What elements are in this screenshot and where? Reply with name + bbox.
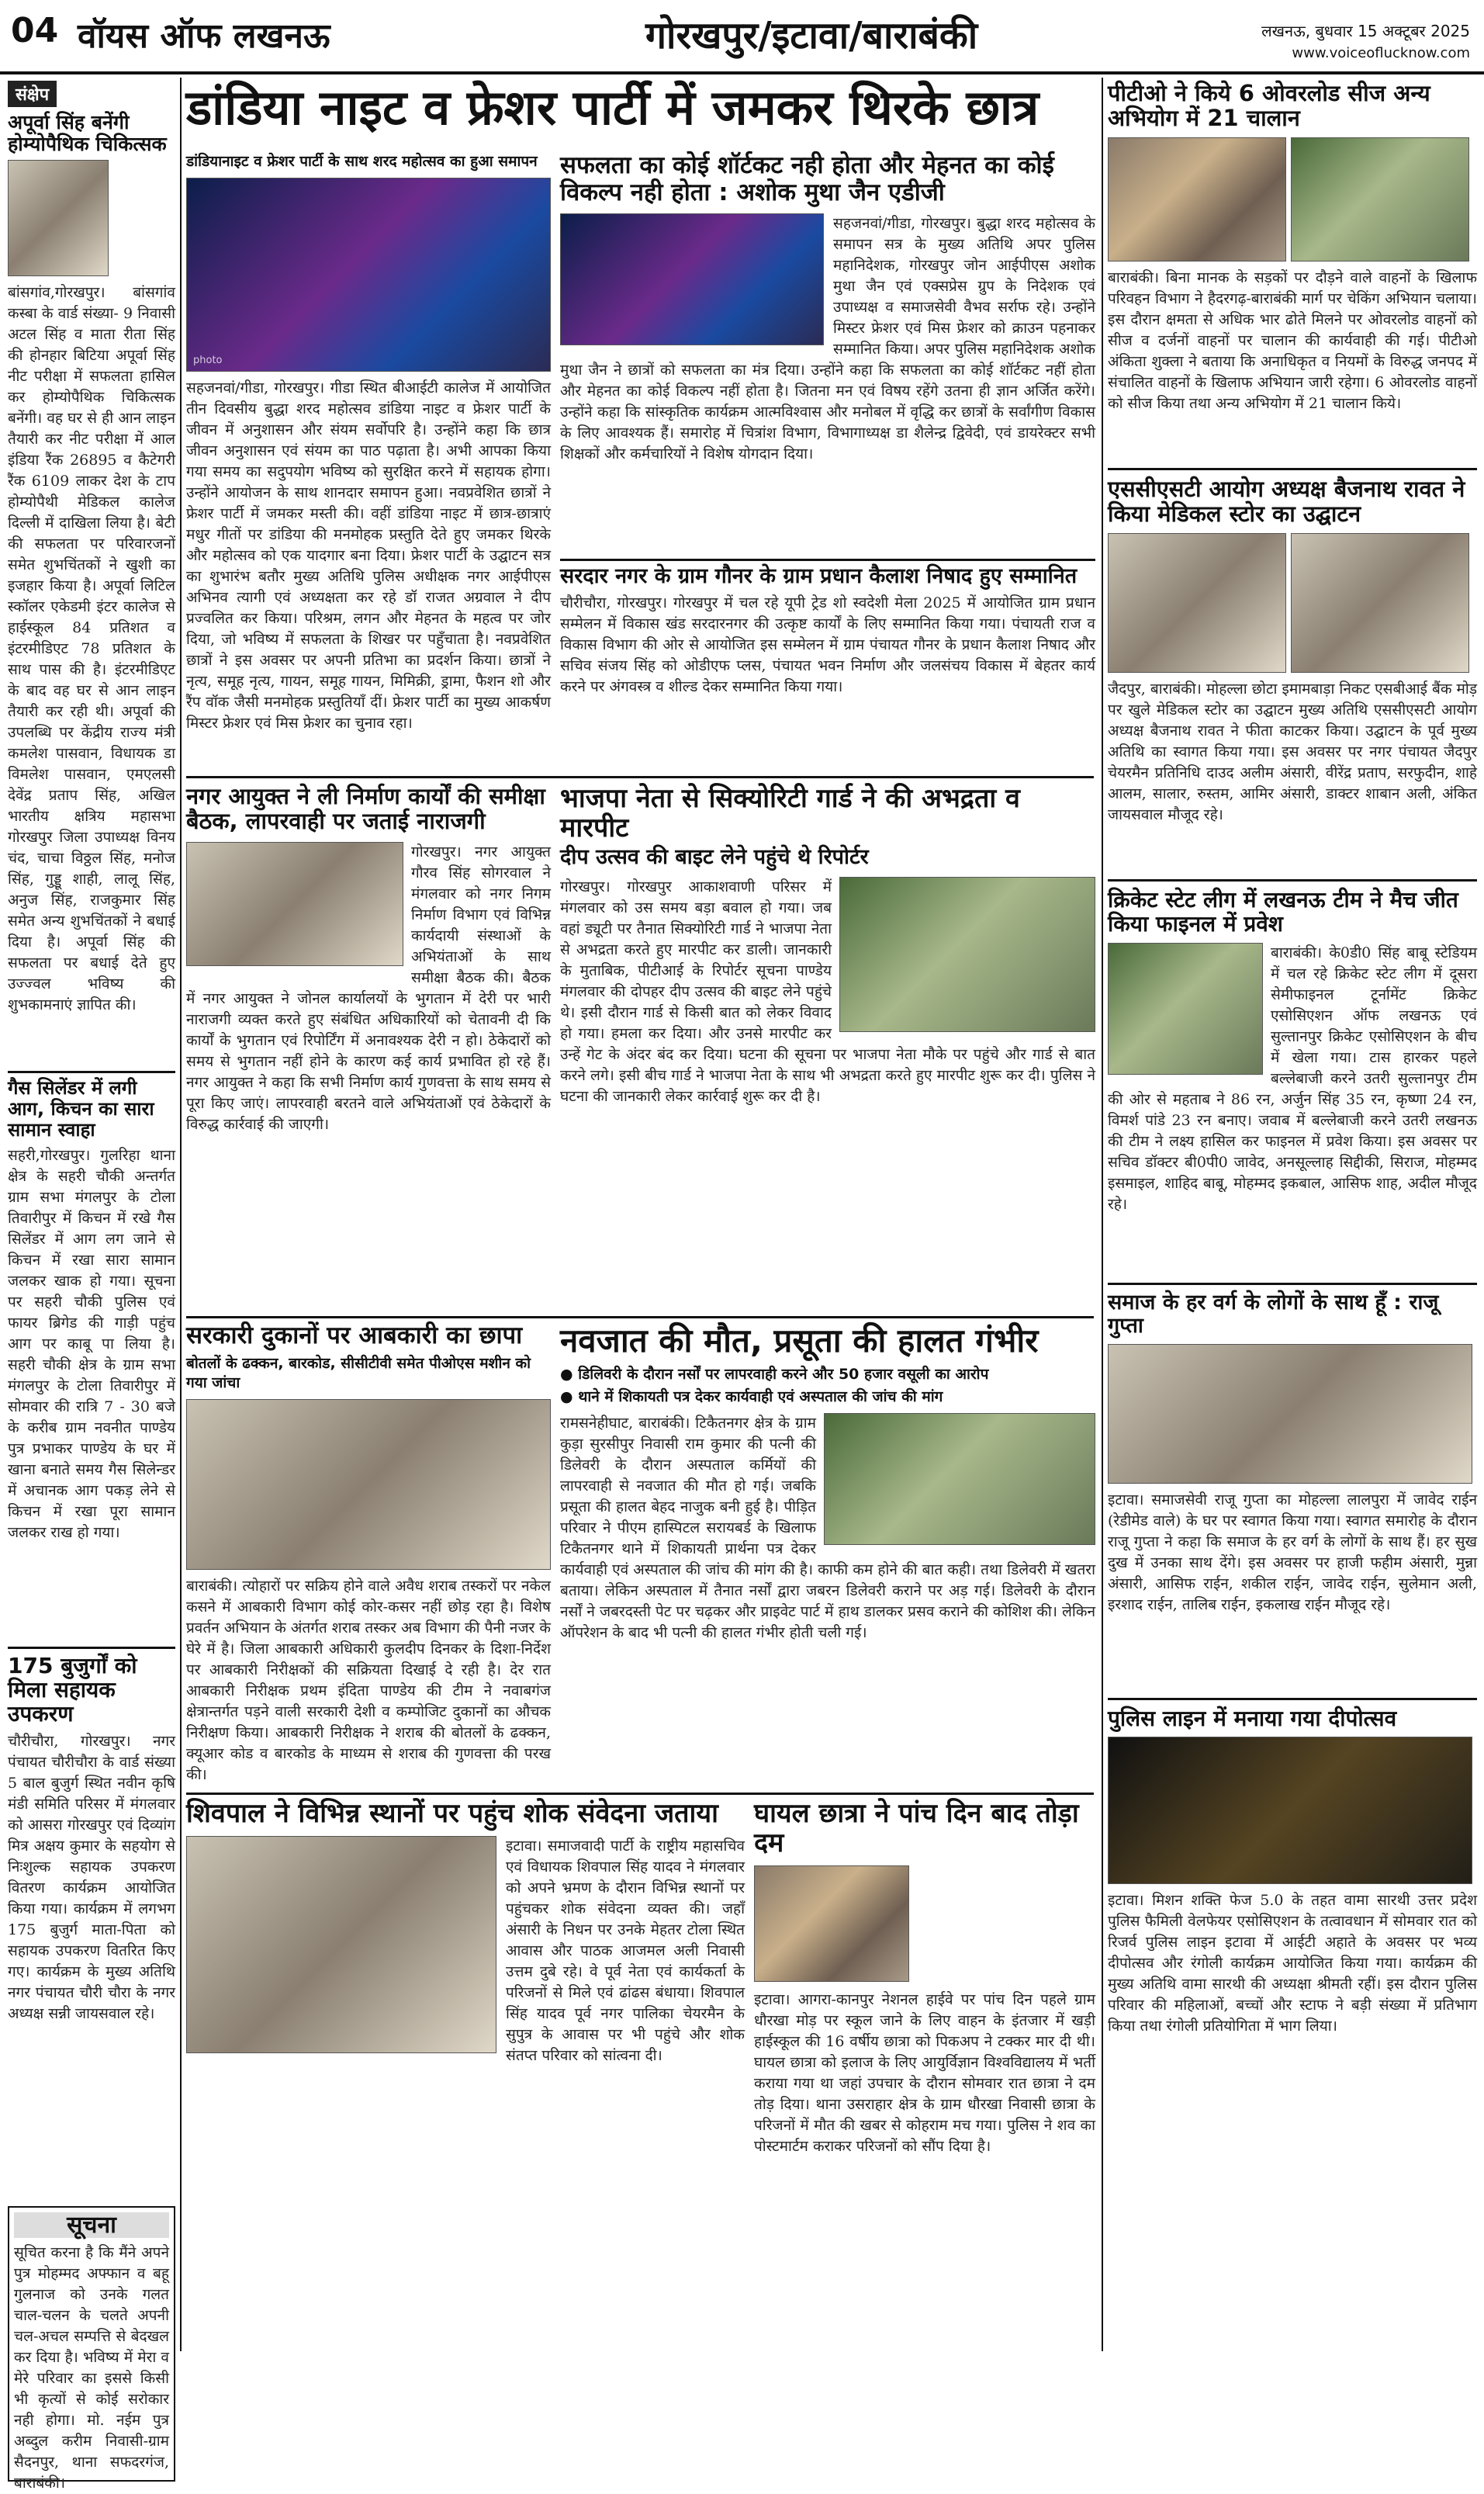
story-body: इटावा। समाजसेवी राजू गुप्ता का मोहल्ला लालपुरा में जावेद राईन (रेडीमेड वाले) के घर पर स्वागत किया गया। स्वागत समारोह के दौरान राजू गुप्ता ने कहा कि समाज के हर वर्ग के लोगों के साथ हैं। हर सुख दुख में उनका साथ देंगे। इस अवसर पर हाजी फहीम अंसारी, मुन्ना अंसारी, आसिफ राईन, शकील राईन, जावेद राईन, सुलेमान अली, इरशाद राईन, तालिब राईन, इकलाख राईन मौजूद रहे। <box>1108 1491 1477 1614</box>
left-column <box>8 81 175 2492</box>
bjp-story <box>560 784 1095 1311</box>
story-body: सहजनवां/गीडा, गोरखपुर। बुद्धा शरद महोत्सव के समापन सत्र के मुख्य अतिथि अपर पुलिस महानिदेशक, गोरखपुर जोन आईपीएस अशोक मुथा जैन एवं एक्सप्रेस ग्रुप के निदेशक एवं उपाध्यक्ष व समाजसेवी वैभव सर्राफ रहे। उन्होंने मिस्टर फ्रेशर एवं मिस फ्रेशर को क्राउन पहनाकर सम्मानित किया। अपर पुलिस महानिदेशक अशोक मुथा जैन ने छात्रों को सफलता का मंत्र दिया। उन्होंने कहा कि सफलता का कोई शॉर्टकट नहीं होता और मेहनत का कोई विकल्प नहीं होता है। जितना मन एवं विषय रहेंगे उतना ही ज्ञान अर्जित करेंगे। उन्होंने कहा कि सांस्कृतिक कार्यक्रम आत्मविश्वास और मनोबल में वृद्धि कर छात्रों के सर्वांगीण विकास के लिए आवश्यक हैं। समारोह में चित्रांश विभाग, विभागाध्यक्ष डा शैलेन्द्र द्विवेदी, एवं डायरेक्टर सभी शिक्षकों और कर्मचारियों ने विशेष योगदान दिया। <box>560 215 1095 463</box>
samaj-photo <box>1108 1344 1472 1484</box>
story-title: पीटीओ ने किये 6 ओवरलोड सीज अन्य अभियोग में 21 चालान <box>1108 80 1430 132</box>
city-strip: गोरखपुर/इटावा/बाराबंकी <box>645 14 978 57</box>
story-title: क्रिकेट स्टेट लीग में लखनऊ टीम ने मैच जीत किया फाइनल में प्रवेश <box>1108 886 1458 937</box>
liquor-shop-photo <box>186 1399 551 1570</box>
column-rule <box>180 78 182 2351</box>
shop-photo <box>1291 533 1469 673</box>
page-number: 04 <box>11 11 59 50</box>
kailash-story <box>560 565 1095 774</box>
story-title: घायल छात्रा ने पांच दिन बाद तोड़ा दम <box>754 1798 1079 1859</box>
truck-photo <box>1291 137 1469 262</box>
portrait-photo <box>8 160 109 276</box>
story-title: शिवपाल ने विभिन्न स्थानों पर पहुंच शोक संवेदना जताया <box>186 1798 718 1829</box>
story-bullet: ● डिलिवरी के दौरान नर्सों पर लापरवाही करने और 50 हजार वसूली का आरोप <box>560 1365 1095 1384</box>
meeting-photo <box>186 842 403 966</box>
story-title: समाज के हर वर्ग के लोगों के साथ हूँ : राजू गुप्ता <box>1108 1290 1439 1338</box>
deepotsav-photo <box>1108 1737 1472 1884</box>
truck-photo <box>1108 137 1286 262</box>
chhatra-story <box>754 1799 1095 2347</box>
story-subhead: डांडियानाइट व फ्रेशर पार्टी के साथ शरद महोत्सव का हुआ समापन <box>186 153 538 170</box>
story-body: बाराबंकी। बिना मानक के सड़कों पर दौड़ने वाले वाहनों के खिलाफ परिवहन विभाग ने हैदरगढ़-बाराबंकी मार्ग पर चेकिंग अभियान चलाया। इस दौरान क्षमता से अधिक भार ढोते मिलने पर ओवरलोड वाहनों को सीज व दर्जनों वाहनों पर चालान की कार्यवाही की गई। पीटीओ अंकिता शुक्ला ने बताया कि अनाधिकृत व नियमों के विरुद्ध जनपद में संचालित वाहनों के खिलाफ अभियान जारी रहेगा। 6 ओवरलोड वाहनों को सीज किया तथा अन्य अभियोग में 21 चालान किये। <box>1108 268 1477 412</box>
nagar-story <box>186 784 551 1311</box>
condolence-photo <box>186 1836 496 2053</box>
website: www.voiceoflucknow.com <box>1292 45 1470 61</box>
brief-kicker: संक्षेप <box>8 81 57 107</box>
story-title: सरदार नगर के ग्राम गौनर के ग्राम प्रधान कैलाश निषाद हुए सम्मानित <box>560 564 1078 588</box>
story-title: पुलिस लाइन में मनाया गया दीपोत्सव <box>1108 1706 1397 1732</box>
hospital-photo <box>824 1413 1095 1545</box>
right-column <box>1108 81 1477 2347</box>
stage-photo <box>560 213 824 345</box>
story-body: जैदपुर, बाराबंकी। मोहल्ला छोटा इमामबाड़ा निकट एसबीआई बैंक मोड़ पर खुले मेडिकल स्टोर का उद्घाटन मुख्य अतिथि एससीएसटी आयोग अध्यक्ष बैजनाथ रावत ने फीता काटकर किया। उद्घाटन के पूर्व मुख्य अतिथि का स्वागत किया गया। इस अवसर पर नगर पंचायत जैदपुर चेयरमैन प्रतिनिधि दाउद अलीम अंसारी, वीरेंद्र प्रताप, सरफुदीन, शाहे आलम, सालार, रुस्तम, आमिर अंसारी, डाक्टर शाबान अली, अंकित जायसवाल मौजूद रहे। <box>1108 680 1477 823</box>
notice-title: सूचना <box>14 2212 169 2239</box>
student-photo <box>754 1865 909 1982</box>
notice-body: सूचित करना है कि मैंने अपने पुत्र मोहम्मद अफ्फान व बहू गुलनाज को उनके गलत चाल-चलन के चलते अपनी चल-अचल सम्पत्ति से बेदखल कर दिया है। भविष्य में मेरा व मेरे परिवार का इससे किसी भी कृत्यों से कोई सरोकार नही होगा। मो. नईम पुत्र अब्दुल करीम निवासी-ग्राम सैदनपुर, थाना सफदरगंज, बाराबंकी। <box>14 2244 169 2492</box>
story-body: गोरखपुर। नगर आयुक्त गौरव सिंह सोगरवाल ने मंगलवार को नगर निगम निर्माण विभाग एवं विभिन्न कार्यदायी संस्थाओं के अभियंताओं के साथ समीक्षा बैठक की। बैठक में नगर आयुक्त ने जोनल कार्यालयों के भुगतान में देरी पर भारी नाराजगी व्यक्त करते हुए संबंधित अधिकारियों को चेतावनी दी कि कार्यों के भुगतान एवं रिपोर्टिंग में अनावश्यक देरी न हो। ठेकेदारों को समय से भुगतान नहीं होने के कारण कई कार्य प्रभावित हो रहे हैं। नगर आयुक्त ने कहा कि सभी निर्माण कार्य गुणवत्ता के साथ समय से पूरा किए जाएं। लापरवाही बरतने वाले अभियंताओं एवं ठेकेदारों के विरुद्ध कार्रवाई की जाएगी। <box>186 843 551 1133</box>
issue-date: लखनऊ, बुधवार 15 अक्टूबर 2025 <box>1261 22 1470 40</box>
dandiya-story <box>186 152 551 796</box>
crowd-photo <box>839 877 1095 1032</box>
dandiya-photo: photo <box>186 178 551 372</box>
navjaat-story <box>560 1322 1095 1788</box>
story-body: सहरी,गोरखपुर। गुलरिहा थाना क्षेत्र के सहरी चौकी अन्तर्गत ग्राम सभा मंगलपुर के टोला तिवारीपुर में किचन में रखे गैस सिलेंडर में आग लग जाने से किचन में रखा सारा सामान जलकर खाक हो गया। सूचना पर सहरी चौकी पुलिस एवं फायर ब्रिगेड की गाड़ी पहुंच आग पर काबू पा लिया है। सहरी चौकी क्षेत्र के ग्राम सभा मंगलपुर के टोला तिवारीपुर में सोमवार की रात्रि 7 - 30 बजे के करीब ग्राम नवनीत पाण्डेय पुत्र प्रभाकर पाण्डेय के घर में खाना बनाते समय गैस सिलेन्डर में अचानक आग पकड़ लेने से किचन में रखा पूरा सामान जलकर राख हो गया। <box>8 1146 175 1541</box>
shivpal-story <box>186 1799 745 2347</box>
story-title: नगर आयुक्त ने ली निर्माण कार्यों की समीक्षा बैठक, लापरवाही पर जताई नाराजगी <box>186 783 545 835</box>
story-body: बांसगांव,गोरखपुर। बांसगांव कस्बा के वार्ड संख्या- 9 निवासी अटल सिंह व माता रीता सिंह की होनहार बिटिया अपूर्वा सिंह नीट परीक्षा में सफलता हासिल कर होम्योपैथिक चिकित्सक बनेंगी। वह घर से ही आन लाइन तैयारी कर नीट परीक्षा में आल इंडिया रैंक 26895 व कैटेगरी रैंक 6109 लाकर देश के टाप होम्योपैथी मेडिकल कालेज दिल्ली में दाखिला लिया है। बेटी की सफलता पर परिवारजनों समेत शुभचिंतकों ने खुशी का इजहार किया है। अपूर्वा लिटिल स्कॉलर एकेडमी इंटर कालेज से हाईस्कूल 84 प्रतिशत व इंटरमीडिएट 78 प्रतिशत के साथ पास की है। इंटरमीडिएट के बाद वह घर से आन लाइन तैयारी कर रही थी। अपूर्वा की उपलब्धि पर केंद्रीय राज्य मंत्री कमलेश पासवान, विधायक डा विमलेश पासवान, एमएलसी देवेंद्र प्रताप सिंह, अखिल भारतीय क्षत्रिय महासभा गोरखपुर जिला उपाध्यक्ष विनय चंद, चाचा विठ्ठल सिंह, मनोज सिंह, गुड्डू शाही, लालू सिंह, अनुज सिंह, राजकुमार सिंह समेत अन्य शुभचिंतकों ने बधाई दिया है। अपूर्वा सिंह की सफलता पर बधाई देते हुए उज्ज्वल भविष्य की शुभकामनाएं ज्ञापित की। <box>8 284 175 1013</box>
story-title: गैस सिलेंडर में लगी आग, किचन का सारा सामान स्वाहा <box>8 1077 154 1141</box>
main-banner <box>186 81 1094 147</box>
story-title: एससीएसटी आयोग अध्यक्ष बैजनाथ रावत ने किया मेडिकल स्टोर का उद्घाटन <box>1108 475 1465 528</box>
story-body: इटावा। आगरा-कानपुर नेशनल हाईवे पर पांच दिन पहले ग्राम धौरखा मोड़ पर स्कूल जाने के लिए वाहन के इंतजार में खड़ी हाईस्कूल की 16 वर्षीय छात्रा को पिकअप ने टक्कर मार दी थी। घायल छात्रा को इलाज के लिए आयुर्विज्ञान विश्वविद्यालय में भर्ती कराया गया था जहां उपचार के दौरान सोमवार रात छात्रा ने दम तोड़ दिया। थाना उसराहार क्षेत्र के ग्राम धौरखा निवासी छात्रा के परिजनों में मौत की खबर से कोहराम मच गया। पुलिस ने शव का पोस्टमार्टम कराकर परिजनों को सौंप दिया है। <box>754 1991 1095 2156</box>
masthead <box>0 0 1484 74</box>
story-body: चौरीचौरा, गोरखपुर। नगर पंचायत चौरीचौरा के वार्ड संख्या 5 बाल बुजुर्ग स्थित नवीन कृषि मंडी समिति परिसर में मंगलवार को आसरा गोरखपुर एवं दिव्यांग मित्र अक्षय कुमार के सहयोग से निःशुल्क सहायक उपकरण वितरण कार्यक्रम आयोजित किया गया। कार्यक्रम में लगभग 175 बुजुर्ग माता-पिता को सहायक उपकरण वितरित किए गए। कार्यक्रम के मुख्य अतिथि नगर पंचायत चौरी चौरा के नगर अध्यक्ष सन्नी जायसवाल रहे। <box>8 1732 175 2022</box>
story-title: सरकारी दुकानों पर आबकारी का छापा <box>186 1321 523 1349</box>
story-body: इटावा। समाजवादी पार्टी के राष्ट्रीय महासचिव एवं विधायक शिवपाल सिंह यादव ने मंगलवार को अपने भ्रमण के दौरान विभिन्न स्थानों पर पहुंचकर शोक संवेदना व्यक्त की। जहाँ अंसारी के निधन पर उनके मेहतर टोला स्थित आवास और पाठक आजमल अली निवासी उत्तम दुबे रहे। वे पूर्व नेता एवं कार्यकर्ता के परिजनों से मिले एवं ढांढस बंधाया। शिवपाल सिंह यादव पूर्व नगर पालिका चेयरमैन के सुपुत्र के आवास पर भी पहुंचे और शोक संतप्त परिवार को सांत्वना दी। <box>506 1838 745 2065</box>
story-body: चौरीचौरा, गोरखपुर। गोरखपुर में चल रहे यूपी ट्रेड शो स्वदेशी मेला 2025 में आयोजित ग्राम प्रधान सम्मेलन में विकास खंड सरदारनगर की उत्कृष्ट कार्यों के लिए सम्मानित किया गया। पंचायती राज व विकास विभाग की ओर से आयोजित इस सम्मेलन में ग्राम पंचायत गौनर के प्रधान कैलाश निषाद और सचिव संजय सिंह को ओडीएफ प्लस, पंचायत भवन निर्माण और जलसंचय विकास में बेहतर कार्य करने पर अंगवस्त्र व शील्ड देकर सम्मानित किया गया। <box>560 594 1095 696</box>
story-title: भाजपा नेता से सिक्योरिटी गार्ड ने की अभद्रता व मारपीट <box>560 783 1020 844</box>
main-headline: डांडिया नाइट व फ्रेशर पार्टी में जमकर थिरके छात्र <box>186 79 1039 136</box>
story-subhead: दीप उत्सव की बाइट लेने पहुंचे थे रिपोर्टर <box>560 845 869 870</box>
story-title: 175 बुजुर्गों को मिला सहायक उपकरण <box>8 1652 137 1727</box>
story-subhead: बोतलों के ढक्कन, बारकोड, सीसीटीवी समेत पीओएस मशीन को गया जांचा <box>186 1354 531 1391</box>
story-body: सहजनवां/गीडा, गोरखपुर। गीडा स्थित बीआईटी कालेज में आयोजित तीन दिवसीय बुद्धा शरद महोत्सव डांडिया नाइट व फ्रेशर पार्टी के जीवन में अनुशासन और संयम सर्वोपरि है। उन्होंने कहा कि छात्र जीवन अनुशासन एवं संयम का पाठ पढ़ाता है। अभी आपका किया गया समय का सदुपयोग भविष्य को सुरक्षित करने में सहायक होगा। उन्होंने आयोजन के साथ शानदार समापन हुआ। नवप्रवेशित छात्रों ने फ्रेशर पार्टी में जमकर मस्ती की। वहीं डांडिया नाइट में छात्र-छात्राएं मधुर गीतों पर डांडिया की मनमोहक प्रस्तुति देते हुए जमकर थिरके और महोत्सव को एक यादगार बना दिया। फ्रेशर पार्टी के उद्घाटन सत्र का शुभारंभ बतौर मुख्य अतिथि पुलिस अधीक्षक नगर आईपीएस अभिनव त्यागी एवं अध्यक्षता कर रहे डॉ राजत अग्रवाल ने दीप प्रज्वलित कर किया। परिश्रम, लगन और मेहनत के महत्व पर जोर दिया, जो भविष्य में सफलता के शिखर पर पहुँचाता है। नवप्रवेशित छात्रों ने इस अवसर पर अपनी प्रतिभा का प्रदर्शन किया। छात्रों ने नृत्य, समूह नृत्य, गायन, समूह गायन, मिमिक्री, ड्रामा, फैशन शो और रैंप वॉक जैसी मनमोहक प्रस्तुतियाँ दीं। फ्रेशर पार्टी का मुख्य आकर्षण मिस्टर फ्रेशर एवं मिस फ्रेशर का चुनाव रहा। <box>186 379 551 732</box>
ashok-story <box>560 152 1095 587</box>
story-title: नवजात की मौत, प्रसूता की हालत गंभीर <box>560 1321 1039 1360</box>
cricket-photo <box>1108 943 1263 1075</box>
story-title: अपूर्वा सिंह बनेंगी होम्योपैथिक चिकित्सक <box>8 111 167 155</box>
story-bullet: ● थाने में शिकायती पत्र देकर कार्यवाही एवं अस्पताल की जांच की मांग <box>560 1387 1095 1407</box>
shop-photo <box>1108 533 1286 673</box>
story-body: इटावा। मिशन शक्ति फेज 5.0 के तहत वामा सारथी उत्तर प्रदेश पुलिस फैमिली वेलफेयर एसोसिएशन के तत्वावधान में सोमवार रात को रिजर्व पुलिस लाइन इटावा में आईटी अहाते के अवसर पर भव्य दीपोत्सव और रंगोली कार्यक्रम आयोजित किया गया। कार्यक्रम की मुख्य अतिथि वामा सारथी की अध्यक्षा श्रीमती रहीं। इस दौरान पुलिस परिवार की महिलाओं, बच्चों और स्टाफ ने बड़ी संख्या में प्रतिभाग किया तथा रंगोली प्रतियोगिता में भाग लिया। <box>1108 1892 1477 2035</box>
story-title: सफलता का कोई शॉर्टकट नही होता और मेहनत का कोई विकल्प नही होता : अशोक मुथा जैन एडीजी <box>560 151 1054 206</box>
story-body: बाराबंकी। त्योहारों पर सक्रिय होने वाले अवैध शराब तस्करों पर नकेल कसने में आबकारी विभाग कोई कोर-कसर नहीं छोड़ रहा है। विशेष प्रवर्तन अभियान के अंतर्गत शराब तस्कर अब विभाग की पैनी नजर के घेरे में है। जिला आबकारी अधिकारी कुलदीप दिनकर के दिशा-निर्देश पर आबकारी निरीक्षकों की सक्रियता दिखाई दे रही है। देर रात आबकारी निरीक्षक प्रथम इंदिता पाण्डेय की टीम ने नवाबगंज क्षेत्रान्तर्गत पड़ने वाली सरकारी देशी व कम्पोजिट दुकानों का औचक निरीक्षण किया। आबकारी निरीक्षक ने शराब की बोतलों के ढक्कन, क्यूआर कोड व बारकोड के माध्यम से शराब की गुणवत्ता की परख की। <box>186 1577 551 1783</box>
story-body: बाराबंकी। के0डी0 सिंह बाबू स्टेडियम में चल रहे क्रिकेट स्टेट लीग में दूसरा सेमीफाइनल टूर्नामेंट क्रिकेट एसोसिएशन ऑफ लखनऊ एवं सुल्तानपुर क्रिकेट एसोसिएशन के बीच में खेला गया। टास हारकर पहले बल्लेबाजी करने उतरी सुल्तानपुर टीम की ओर से महताब ने 86 रन, अर्जुन सिंह 35 रन, कृष्णा 24 रन, विमर्श पांडे 23 रन बनाए। जवाब में बल्लेबाजी करने उतरी लखनऊ की टीम ने लक्ष्य हासिल कर फाइनल में प्रवेश किया। इस अवसर पर सचिव डॉक्टर बी0पी0 जावेद, अनसूल्लाह सिद्दीकी, सिराज, मोहम्मद इसमाइल, शाहिद बाबू, मोहम्मद इकबाल, आसिफ शाह, अदील मौजूद रहे। <box>1108 944 1477 1213</box>
story-body: गोरखपुर। गोरखपुर आकाशवाणी परिसर में मंगलवार को उस समय बड़ा बवाल हो गया। जब वहां ड्यूटी पर तैनात सिक्योरिटी गार्ड ने भाजपा नेता से अभद्रता करते हुए मारपीट कर डाली। जानकारी के मुताबिक, पीटीआई के रिपोर्टर सूचना पाण्डेय मंगलवार की दोपहर दीप उत्सव की बाइट लेने पहुंचे थे। इसी दौरान गार्ड से किसी बात को लेकर विवाद हो गया। हमला कर दिया। और उनसे मारपीट कर उन्हें गेट के अंदर बंद कर दिया। घटना की सूचना पर भाजपा नेता मौके पर पहुंचे और गार्ड से बात करने लगे। इसी बीच गार्ड ने भाजपा नेता के साथ भी अभद्रता करते हुए मारपीट शुरू कर दी। पुलिस ने घटना की जानकारी लेकर कार्रवाई शुरू कर दी है। <box>560 878 1095 1106</box>
column-rule <box>1102 78 1103 2351</box>
newspaper-name: वॉयस ऑफ लखनऊ <box>78 16 330 56</box>
story-body: रामसनेहीघाट, बाराबंकी। टिकैतनगर क्षेत्र के ग्राम कुड़ा सुरसीपुर निवासी राम कुमार की पत्नी की डिलेवरी के दौरान अस्पताल कर्मियों की लापरवाही से नवजात की मौत हो गई। जबकि प्रसूता की हालत बेहद नाजुक बनी हुई है। पीड़ित परिवार ने पीएम हास्पिटल सरायबर्ड के खिलाफ टिकैतनगर थाने में शिकायती प्रार्थना पत्र देकर कार्यवाही एवं अस्पताल की जांच की मांग की है। काफी कम होने की बात कही। तथा डिलेवरी में खतरा बताया। लेकिन अस्पताल में तैनात नर्सों द्वारा जबरन डिलेवरी कराने पर अड़ गई। डिलेवरी के दौरान नर्सों ने जबरदस्ती पेट पर चढ़कर और प्राइवेट पार्ट में हाथ डालकर प्रसव कराने की कोशिश की। लेकिन ऑपरेशन के बाद भी पत्नी की हालत गंभीर होती चली गई। <box>560 1415 1095 1642</box>
abkari-story <box>186 1322 551 1788</box>
